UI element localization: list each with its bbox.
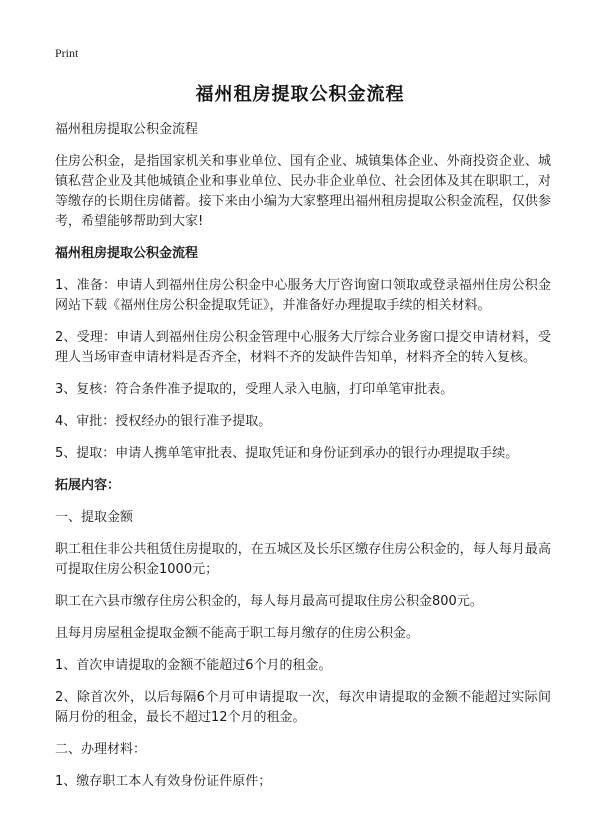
step-paragraph: 5、提取：申请人携单笔审批表、提取凭证和身份证到承办的银行办理提取手续。 bbox=[55, 446, 519, 461]
amount-heading: 一、提取金额 bbox=[55, 510, 134, 525]
subtitle: 福州租房提取公积金流程 bbox=[55, 122, 199, 137]
amount-paragraph: 且每月房屋租金提取金额不能高于职工每月缴存的住房公积金。 bbox=[55, 626, 420, 641]
step-paragraph: 2、受理：申请人到福州住房公积金管理中心服务大厅综合业务窗口提交申请材料，受理人当场审查申请材料是否齐全，材料不齐的发缺件告知单，材料齐全的转入复核。 bbox=[55, 330, 551, 365]
step-paragraph: 3、复核：符合条件准予提取的，受理人录入电脑，打印单笔审批表。 bbox=[55, 382, 454, 397]
amount-paragraph: 职工在六县市缴存住房公积金的，每人每月最高可提取住房公积金800元。 bbox=[55, 594, 483, 609]
amount-paragraph: 1、首次申请提取的金额不能超过6个月的租金。 bbox=[55, 658, 332, 673]
section-heading: 福州租房提取公积金流程 bbox=[55, 246, 199, 261]
materials-paragraph: 1、缴存职工本人有效身份证件原件； bbox=[55, 774, 272, 789]
intro-paragraph: 住房公积金，是指国家机关和事业单位、国有企业、城镇集体企业、外商投资企业、城镇私营企业及其他城镇企业和事业单位、民办非企业单位、社会团体及其在职职工，对等缴存的长期住房储蓄。接下来由小编为大家整理出福州租房提取公积金流程，仅供参考，希望能够帮助到大家! bbox=[55, 154, 551, 229]
step-paragraph: 1、准备：申请人到福州住房公积金中心服务大厅咨询窗口领取或登录福州住房公积金网站下载《福州住房公积金提取凭证》，并准备好办理提取手续的相关材料。 bbox=[55, 278, 551, 313]
extension-heading: 拓展内容： bbox=[55, 478, 121, 493]
materials-heading: 二、办理材料： bbox=[55, 742, 147, 757]
print-label: Print bbox=[55, 46, 79, 60]
document-body bbox=[55, 120, 551, 804]
page-title: 福州租房提取公积金流程 bbox=[195, 84, 405, 105]
step-paragraph: 4、审批：授权经办的银行准予提取。 bbox=[55, 414, 272, 429]
amount-paragraph: 职工租住非公共租赁住房提取的，在五城区及长乐区缴存住房公积金的，每人每月最高可提取住房公积金1000元； bbox=[55, 542, 551, 577]
amount-paragraph: 2、除首次外，以后每隔6个月可申请提取一次，每次申请提取的金额不能超过实际间隔月份的租金，最长不超过12个月的租金。 bbox=[55, 690, 551, 725]
